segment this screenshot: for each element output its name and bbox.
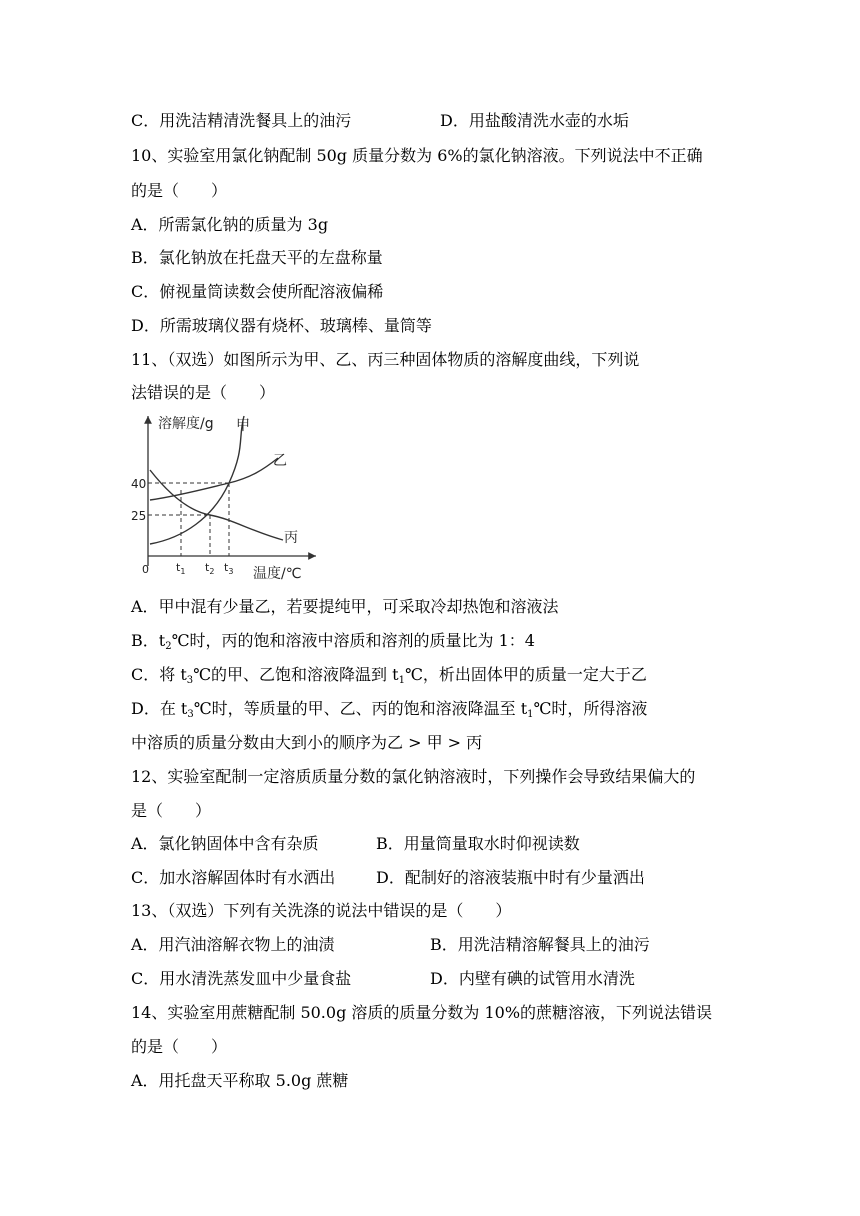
q9-option-c: C．用洗洁精清洗餐具上的油污 xyxy=(131,111,352,130)
q10-option-d: D．所需玻璃仪器有烧杯、玻璃棒、量筒等 xyxy=(131,316,432,335)
x-tick-t2: $t_2$ xyxy=(205,561,215,576)
solubility-chart xyxy=(128,408,328,588)
q13-option-d: D．内壁有碘的试管用水清洗 xyxy=(430,969,635,988)
q14-stem-line1: 14、实验室用蔗糖配制 50.0g 溶质的质量分数为 10%的蔗糖溶液，下列说法错误 xyxy=(131,1003,713,1022)
origin-label: 0 xyxy=(142,563,149,576)
q11-option-d-line1: D．在 $t_3℃$时，等质量的甲、乙、丙的饱和溶液降温至 $t_1℃$时，所得溶液 xyxy=(131,699,648,720)
q10-option-c: C．俯视量筒读数会使所配溶液偏稀 xyxy=(131,282,384,301)
q12-option-c: C．加水溶解固体时有水洒出 xyxy=(131,868,336,887)
q12-option-b: B．用量筒量取水时仰视读数 xyxy=(376,834,580,853)
curve-jia xyxy=(150,416,244,544)
q10-option-b: B．氯化钠放在托盘天平的左盘称量 xyxy=(131,248,383,267)
q13-option-b: B．用洗洁精溶解餐具上的油污 xyxy=(430,935,650,954)
q10-option-a: A．所需氯化钠的质量为 3g xyxy=(131,215,329,234)
q14-option-a: A．用托盘天平称取 5.0g 蔗糖 xyxy=(131,1071,349,1090)
q10-stem-line1: 10、实验室用氯化钠配制 50g 质量分数为 6%的氯化钠溶液。下列说法中不正确 xyxy=(131,146,703,165)
y-axis-label: 溶解度/g xyxy=(158,416,214,432)
q12-stem-line2: 是（ ） xyxy=(131,801,212,820)
q14-stem-line2: 的是（ ） xyxy=(131,1037,228,1056)
series-label-yi: 乙 xyxy=(273,453,287,469)
q12-option-d: D．配制好的溶液装瓶中时有少量洒出 xyxy=(376,868,645,887)
q12-option-a: A．氯化钠固体中含有杂质 xyxy=(131,834,319,853)
q11-option-c: C．将 $t_3℃$的甲、乙饱和溶液降温到 $t_1℃$，析出固体甲的质量一定大于乙 xyxy=(131,665,647,686)
x-tick-t3: $t_3$ xyxy=(224,561,234,576)
series-label-jia: 甲 xyxy=(236,418,250,434)
curve-yi xyxy=(150,458,278,500)
q11-option-b: B．$t_2℃$时，丙的饱和溶液中溶质和溶剂的质量比为 1：4 xyxy=(131,631,535,652)
q10-stem-line2: 的是（ ） xyxy=(131,181,228,200)
q12-stem-line1: 12、实验室配制一定溶质质量分数的氯化钠溶液时，下列操作会导致结果偏大的 xyxy=(131,767,696,786)
q11-option-a: A．甲中混有少量乙，若要提纯甲，可采取冷却热饱和溶液法 xyxy=(131,597,559,616)
x-tick-t1: $t_1$ xyxy=(176,561,186,576)
x-axis-label: 温度/℃ xyxy=(253,566,302,582)
q11-stem-line2: 法错误的是（ ） xyxy=(131,383,276,402)
y-tick-25: 25 xyxy=(131,509,147,523)
q13-stem: 13、（双选）下列有关洗涤的说法中错误的是（ ） xyxy=(131,901,512,920)
q9-option-d: D．用盐酸清洗水壶的水垢 xyxy=(440,111,629,130)
q11-stem-line1: 11、（双选）如图所示为甲、乙、丙三种固体物质的溶解度曲线，下列说 xyxy=(131,350,640,369)
q13-option-c: C．用水清洗蒸发皿中少量食盐 xyxy=(131,969,352,988)
q11-option-d-line2: 中溶质的质量分数由大到小的顺序为乙 > 甲 > 丙 xyxy=(131,733,483,752)
guide-lines xyxy=(148,483,229,556)
series-label-bing: 丙 xyxy=(284,530,298,546)
q13-option-a: A．用汽油溶解衣物上的油渍 xyxy=(131,935,335,954)
y-tick-40: 40 xyxy=(131,477,147,491)
